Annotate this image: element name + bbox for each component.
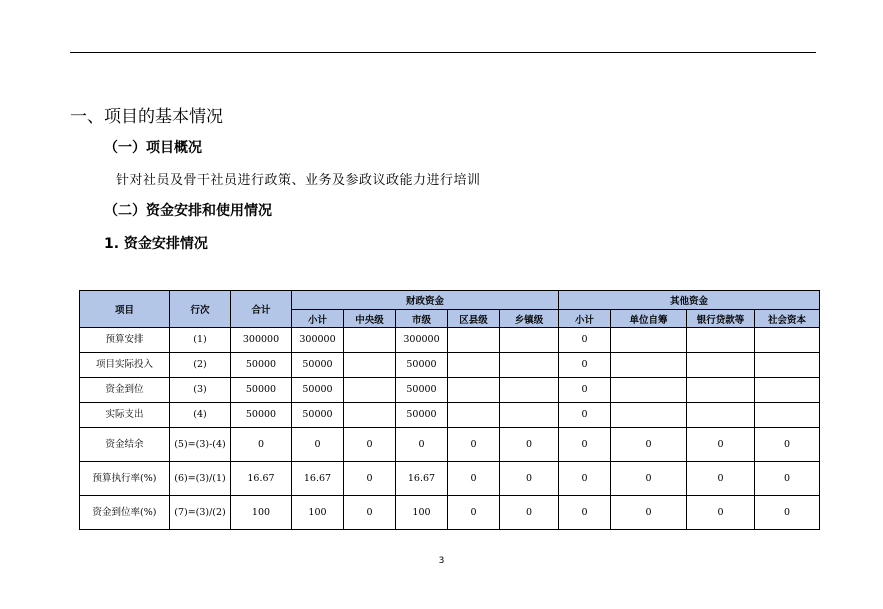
header-fiscal-city: 市级 <box>396 310 448 328</box>
table-cell <box>448 353 500 378</box>
table-cell <box>344 378 396 403</box>
table-cell: 0 <box>559 496 611 530</box>
table-cell <box>344 353 396 378</box>
table-cell <box>611 353 687 378</box>
row-item-label: 资金结余 <box>80 428 170 462</box>
table-cell: 0 <box>448 428 500 462</box>
table-cell: 50000 <box>231 378 292 403</box>
header-fiscal-township: 乡镇级 <box>500 310 559 328</box>
table-cell <box>344 328 396 353</box>
table-cell: 0 <box>755 496 820 530</box>
table-cell <box>611 403 687 428</box>
table-cell: 0 <box>559 462 611 496</box>
table-cell <box>687 403 755 428</box>
table-cell: 300000 <box>396 328 448 353</box>
table-cell: 0 <box>500 428 559 462</box>
table-cell: 0 <box>396 428 448 462</box>
table-cell: 0 <box>559 328 611 353</box>
table-cell <box>500 353 559 378</box>
table-row <box>80 428 820 462</box>
table-cell: 0 <box>448 462 500 496</box>
table-cell <box>611 328 687 353</box>
table-cell: 0 <box>559 428 611 462</box>
row-item-label: 预算执行率(%) <box>80 462 170 496</box>
table-cell: 0 <box>231 428 292 462</box>
table-cell: 0 <box>687 428 755 462</box>
row-number: (3) <box>170 378 231 403</box>
table-cell: 50000 <box>396 403 448 428</box>
row-item-label: 资金到位率(%) <box>80 496 170 530</box>
header-other-funds: 其他资金 <box>559 291 820 310</box>
table-cell <box>448 403 500 428</box>
header-fiscal-district: 区县级 <box>448 310 500 328</box>
funding-table <box>79 290 820 530</box>
table-cell <box>500 378 559 403</box>
header-total: 合计 <box>231 291 292 328</box>
table-cell: 0 <box>611 462 687 496</box>
row-item-label: 项目实际投入 <box>80 353 170 378</box>
table-cell: 0 <box>344 462 396 496</box>
table-cell <box>755 328 820 353</box>
header-other-subtotal: 小计 <box>559 310 611 328</box>
table-row <box>80 403 820 428</box>
table-cell: 50000 <box>396 353 448 378</box>
table-cell: 0 <box>500 496 559 530</box>
table-cell <box>611 378 687 403</box>
header-other-social-capital: 社会资本 <box>755 310 820 328</box>
table-cell <box>448 378 500 403</box>
row-item-label: 预算安排 <box>80 328 170 353</box>
table-cell: 50000 <box>231 353 292 378</box>
table-cell: 50000 <box>292 403 344 428</box>
table-cell <box>687 378 755 403</box>
table-row <box>80 353 820 378</box>
row-number: (5)=(3)-(4) <box>170 428 231 462</box>
table-cell: 0 <box>448 496 500 530</box>
header-row-no: 行次 <box>170 291 231 328</box>
table-cell: 0 <box>755 428 820 462</box>
table-cell: 0 <box>559 403 611 428</box>
header-fiscal-central: 中央级 <box>344 310 396 328</box>
row-number: (4) <box>170 403 231 428</box>
heading-basic-info: 一、项目的基本情况 <box>70 107 223 127</box>
table-cell: 50000 <box>396 378 448 403</box>
table-cell: 16.67 <box>292 462 344 496</box>
row-number: (2) <box>170 353 231 378</box>
table-cell: 50000 <box>231 403 292 428</box>
subsection-funding-arrangement-title: 1. 资金安排情况 <box>104 236 208 252</box>
table-row <box>80 462 820 496</box>
header-item: 项目 <box>80 291 170 328</box>
section-funding-title: （二）资金安排和使用情况 <box>104 203 272 219</box>
table-cell: 0 <box>611 496 687 530</box>
table-cell <box>500 403 559 428</box>
table-cell: 0 <box>500 462 559 496</box>
header-rule <box>70 52 816 53</box>
table-cell <box>755 403 820 428</box>
table-cell: 0 <box>687 462 755 496</box>
table-row <box>80 328 820 353</box>
row-item-label: 资金到位 <box>80 378 170 403</box>
table-cell: 50000 <box>292 378 344 403</box>
page-number: 3 <box>438 556 445 566</box>
row-number: (1) <box>170 328 231 353</box>
row-number: (6)=(3)/(1) <box>170 462 231 496</box>
table-cell <box>344 403 396 428</box>
table-cell: 300000 <box>292 328 344 353</box>
section-overview-title: （一）项目概况 <box>104 140 202 156</box>
table-cell: 100 <box>396 496 448 530</box>
table-cell: 0 <box>559 378 611 403</box>
table-cell: 16.67 <box>231 462 292 496</box>
table-row <box>80 378 820 403</box>
table-cell: 100 <box>292 496 344 530</box>
header-fiscal-funds: 财政资金 <box>292 291 559 310</box>
table-cell: 0 <box>687 496 755 530</box>
table-cell: 0 <box>344 496 396 530</box>
table-cell <box>687 328 755 353</box>
table-cell <box>755 353 820 378</box>
header-other-self-raised: 单位自筹 <box>611 310 687 328</box>
row-number: (7)=(3)/(2) <box>170 496 231 530</box>
table-cell: 0 <box>611 428 687 462</box>
table-cell: 0 <box>292 428 344 462</box>
table-cell <box>448 328 500 353</box>
table-cell: 300000 <box>231 328 292 353</box>
table-cell: 16.67 <box>396 462 448 496</box>
table-cell: 0 <box>559 353 611 378</box>
table-cell: 100 <box>231 496 292 530</box>
section-overview-text: 针对社员及骨干社员进行政策、业务及参政议政能力进行培训 <box>116 173 481 188</box>
row-item-label: 实际支出 <box>80 403 170 428</box>
header-fiscal-subtotal: 小计 <box>292 310 344 328</box>
table-cell <box>500 328 559 353</box>
table-cell: 50000 <box>292 353 344 378</box>
table-cell <box>755 378 820 403</box>
table-cell <box>687 353 755 378</box>
table-row <box>80 496 820 530</box>
header-other-bank-loans: 银行贷款等 <box>687 310 755 328</box>
table-cell: 0 <box>344 428 396 462</box>
table-cell: 0 <box>755 462 820 496</box>
